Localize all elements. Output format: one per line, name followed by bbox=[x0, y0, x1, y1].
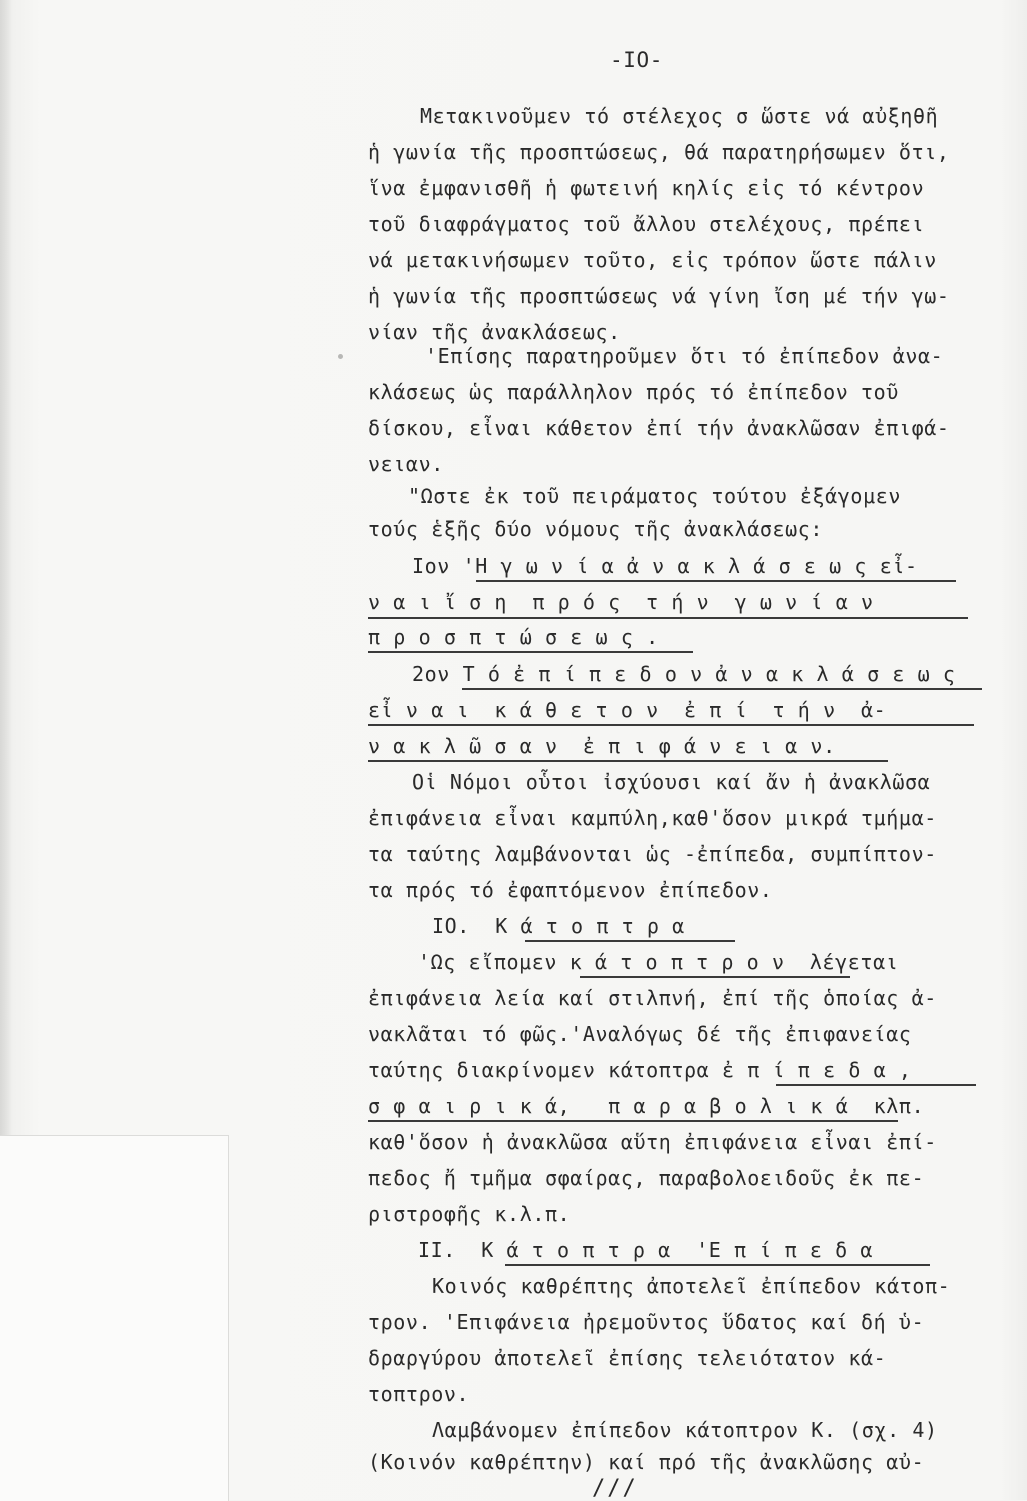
underline bbox=[505, 1264, 930, 1266]
text-line: τα πρός τό ἐφαπτόμενον ἐπίπεδον. bbox=[368, 878, 773, 902]
text-line: τρον. 'Επιφάνεια ἠρεμοῦντος ὕδατος καί δή ὑ- bbox=[368, 1310, 925, 1334]
text-line: νειαν. bbox=[368, 452, 444, 476]
page-number: -IO- bbox=[610, 48, 663, 72]
text-line: τα ταύτης λαμβάνονται ὡς -ἐπίπεδα, συμπίπτον- bbox=[368, 842, 937, 866]
law-2-line: εἶ ν α ι κ ά θ ε τ ο ν ἐ π ί τ ή ν ἀ- bbox=[368, 698, 887, 722]
law-1-line: ν α ι ἴ σ η π ρ ό ς τ ή ν γ ω ν ί α ν bbox=[368, 590, 874, 614]
text-line: (Κοινόν καθρέπτην) καί πρό τῆς ἀνακλῶσης αὐ- bbox=[368, 1450, 925, 1474]
text-line: Λαμβάνομεν ἐπίπεδον κάτοπτρον Κ. (σχ. 4) bbox=[432, 1418, 938, 1442]
text-line: νίαν τῆς ἀνακλάσεως. bbox=[368, 320, 621, 344]
text-line: σ φ α ι ρ ι κ ά, π α ρ α β ο λ ι κ ά κλπ. bbox=[368, 1094, 925, 1118]
underline bbox=[368, 651, 693, 653]
text-line: τοπτρον. bbox=[368, 1382, 470, 1406]
underline bbox=[580, 976, 850, 978]
law-1-line: π ρ ο σ π τ ώ σ ε ω ς . bbox=[368, 625, 659, 649]
text-line: Κοινός καθρέπτης ἀποτελεῖ ἐπίπεδον κάτοπ- bbox=[432, 1274, 951, 1298]
law-1-line: Ιον 'Η γ ω ν ί α ἀ ν α κ λ ά σ ε ω ς εἶ- bbox=[412, 554, 918, 578]
section-heading: IO. Κ ά τ ο π τ ρ α bbox=[432, 914, 685, 938]
text-line: ἡ γωνία τῆς προσπτώσεως νά γίνη ἴση μέ τήν γω- bbox=[368, 284, 950, 308]
text-line: "Ωστε ἐκ τοῦ πειράματος τούτου ἐξάγομεν bbox=[408, 484, 901, 508]
text-line: ταύτης διακρίνομεν κάτοπτρα ἐ π ί π ε δ α , bbox=[368, 1058, 912, 1082]
text-line: Οἱ Νόμοι οὗτοι ἰσχύουσι καί ἄν ἡ ἀνακλῶσα bbox=[412, 770, 931, 794]
underline bbox=[368, 617, 968, 619]
underline bbox=[368, 724, 974, 726]
text-line: Μετακινοῦμεν τό στέλεχος σ ὥστε νά αὐξηθῆ bbox=[420, 104, 939, 128]
text-line: τούς ἑξῆς δύο νόμους τῆς ἀνακλάσεως: bbox=[368, 517, 824, 541]
underline bbox=[776, 1084, 976, 1086]
underline bbox=[368, 760, 888, 762]
text-line: νακλᾶται τό φῶς.'Αναλόγως δέ τῆς ἐπιφανείας bbox=[368, 1022, 912, 1046]
law-2-line: 2ον Τ ό ἐ π ί π ε δ ο ν ἀ ν α κ λ ά σ ε ω ς bbox=[412, 662, 956, 686]
text-line: ἐπιφάνεια λεία καί στιλπνή, ἐπί τῆς ὁποίας ἀ- bbox=[368, 986, 937, 1010]
text-line: κλάσεως ὡς παράλληλον πρός τό ἐπίπεδον τοῦ bbox=[368, 380, 899, 404]
text-line: δραργύρου ἀποτελεῖ ἐπίσης τελειότατον κά- bbox=[368, 1346, 887, 1370]
text-line: ἐπιφάνεια εἶναι καμπύλη,καθ'ὅσον μικρά τμήμα- bbox=[368, 806, 937, 830]
text-line: ριστροφῆς κ.λ.π. bbox=[368, 1202, 571, 1226]
text-line: δίσκου, εἶναι κάθετον ἐπί τήν ἀνακλῶσαν ἐπιφά- bbox=[368, 416, 950, 440]
section-heading: II. Κ ά τ ο π τ ρ α 'Ε π ί π ε δ α bbox=[418, 1238, 874, 1262]
underline bbox=[525, 940, 735, 942]
text-line: νά μετακινήσωμεν τοῦτο, εἰς τρόπον ὥστε πάλιν bbox=[368, 248, 937, 272]
underline bbox=[476, 580, 956, 582]
text-line: ἡ γωνία τῆς προσπτώσεως, θά παρατηρήσωμεν ὅτι, bbox=[368, 140, 950, 164]
text-line: ἵνα ἐμφανισθῆ ἡ φωτεινή κηλίς εἰς τό κέντρον bbox=[368, 176, 925, 200]
underline bbox=[368, 1120, 898, 1122]
text-line: καθ'ὅσον ἡ ἀνακλῶσα αὕτη ἐπιφάνεια εἶναι ἐπί- bbox=[368, 1130, 937, 1154]
underline bbox=[462, 688, 982, 690]
law-2-line: ν α κ λ ῶ σ α ν ἐ π ι φ ά ν ε ι α ν. bbox=[368, 734, 836, 758]
text-line: 'Επίσης παρατηροῦμεν ὅτι τό ἐπίπεδον ἀνα- bbox=[425, 344, 944, 368]
text-line: τοῦ διαφράγματος τοῦ ἄλλου στελέχους, πρέπει bbox=[368, 212, 925, 236]
continuation-mark: /// bbox=[592, 1476, 638, 1501]
text-line: 'Ως εἴπομεν κ ά τ ο π τ ρ ο ν λέγεται bbox=[418, 950, 899, 974]
text-line: πεδος ἤ τμῆμα σφαίρας, παραβολοειδοῦς ἐκ πε- bbox=[368, 1166, 925, 1190]
